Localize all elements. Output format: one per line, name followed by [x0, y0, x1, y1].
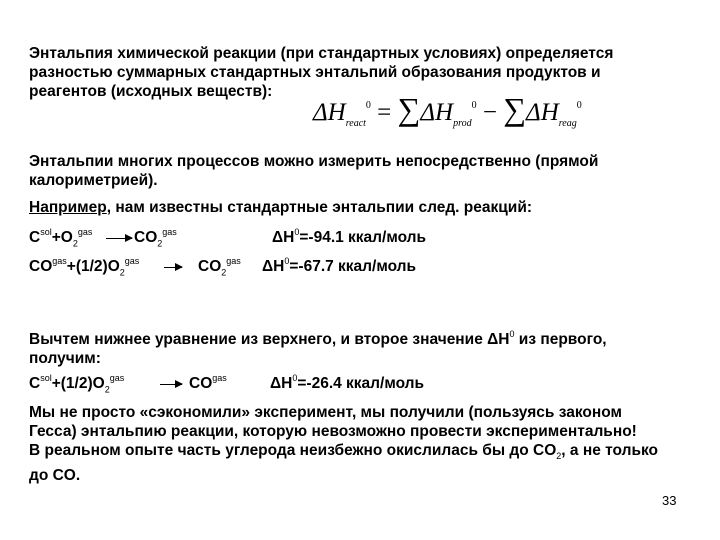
intro-line-2: разностью суммарных стандартных энтальпий образования продуктов и	[29, 64, 601, 81]
r1-co2-sub: 2	[157, 238, 163, 249]
r1-o2-sub: 2	[72, 238, 78, 249]
formula-equals: =	[377, 99, 392, 126]
reaction-3-product	[189, 374, 227, 393]
r3-dh-sup: 0	[292, 373, 298, 383]
conclusion-line-3-sub: 2	[556, 451, 562, 462]
conclusion-line-1: Мы не просто «сэкономили» эксперимент, мы получили (пользуясь законом	[29, 404, 622, 421]
calorimetry-paragraph	[29, 152, 598, 190]
reaction-1-enthalpy	[272, 228, 426, 247]
reaction-1-left	[29, 228, 92, 248]
conclusion-paragraph	[29, 403, 658, 485]
reaction-2-left	[29, 257, 139, 277]
r2-o2-sub: 2	[119, 267, 125, 278]
reaction-1-arrow	[106, 238, 132, 239]
r1-dh-sup: 0	[294, 227, 300, 237]
r2-co-state: gas	[52, 256, 67, 266]
formula-delta-h-reag: ΔH	[526, 99, 559, 126]
conclusion-line-3	[29, 441, 658, 466]
r1-c-state: sol	[40, 227, 52, 237]
reaction-2-enthalpy	[262, 257, 416, 276]
r1-co2-state: gas	[162, 227, 177, 237]
reaction-1-product	[134, 228, 177, 248]
subtract-line-2: получим:	[29, 350, 101, 368]
r2-co2-sub: 2	[221, 267, 227, 278]
r2-co2: CO	[198, 258, 222, 276]
subtract-paragraph	[29, 326, 607, 368]
enthalpy-formula	[313, 91, 582, 129]
calorimetry-line-2: калориметрией).	[29, 172, 158, 189]
r3-o2-sub: 2	[104, 384, 110, 395]
reaction-3-left	[29, 374, 124, 394]
example-rest: , нам известны стандартные энтальпии след. реакций:	[106, 199, 533, 216]
formula-delta-h-prod: ΔH	[420, 99, 454, 126]
reaction-2-product	[198, 257, 241, 277]
r1-dh: ΔH	[272, 229, 295, 247]
formula-zero-1: 0	[365, 100, 371, 111]
formula-delta-h: ΔH	[313, 99, 346, 126]
subtract-line-1a: Вычтем нижнее уравнение из верхнего, и второе значение ΔH	[29, 331, 510, 349]
conclusion-line-4: до CO.	[29, 467, 81, 485]
formula-minus: −	[482, 99, 497, 126]
reaction-3-arrow	[160, 384, 182, 385]
r3-c-state: sol	[40, 373, 52, 383]
r2-value: =-67.7 ккал/моль	[289, 258, 417, 276]
r3-c: C	[29, 375, 41, 393]
conclusion-line-3b: , а не только	[561, 442, 658, 459]
reaction-3-enthalpy	[270, 374, 424, 393]
r2-o2-state: gas	[124, 256, 140, 266]
r1-co2: CO	[134, 229, 158, 247]
reaction-2-arrow	[164, 267, 182, 268]
r3-value: =-26.4 ккал/моль	[297, 375, 425, 393]
r1-o2: +O	[51, 229, 73, 247]
r3-co: CO	[189, 375, 213, 393]
r1-o2-state: gas	[77, 227, 93, 237]
r2-dh-sup: 0	[284, 256, 290, 266]
conclusion-line-2: Гесса) энтальпию реакции, которую невозможно провести экспериментально!	[29, 423, 637, 440]
r3-dh: ΔH	[270, 375, 293, 393]
formula-zero-2: 0	[471, 100, 477, 111]
calorimetry-line-1: Энтальпии многих процессов можно измерить непосредственно (прямой	[29, 153, 599, 170]
formula-sub-prod: prod	[453, 118, 472, 129]
intro-line-3: реагентов (исходных веществ):	[29, 83, 273, 100]
r1-value: =-94.1 ккал/моль	[299, 229, 427, 247]
r1-c: C	[29, 229, 41, 247]
example-lead: Например	[29, 199, 107, 216]
formula-sub-reag: reag	[558, 118, 577, 129]
r2-dh: ΔH	[262, 258, 285, 276]
formula-sum-2: ∑	[503, 91, 527, 127]
r3-o2-state: gas	[109, 373, 125, 383]
example-heading	[29, 198, 532, 217]
formula-sub-react: react	[345, 118, 366, 129]
page-number: 33	[662, 493, 677, 508]
subtract-line-1	[29, 326, 607, 349]
r3-o2: +(1/2)O	[51, 375, 105, 393]
r3-co-state: gas	[212, 373, 227, 383]
conclusion-line-3a: В реальном опыте часть углерода неизбежно окислилась бы до CO	[29, 442, 557, 459]
formula-sum-1: ∑	[397, 91, 421, 127]
intro-line-1: Энтальпия химической реакции (при стандартных условиях) определяется	[29, 45, 614, 62]
r2-o2: +(1/2)O	[66, 258, 120, 276]
subtract-line-1-sup: 0	[509, 329, 515, 339]
formula-zero-3: 0	[576, 100, 582, 111]
r2-co: CO	[29, 258, 53, 276]
r2-co2-state: gas	[226, 256, 241, 266]
subtract-line-1b: из первого,	[514, 331, 607, 349]
